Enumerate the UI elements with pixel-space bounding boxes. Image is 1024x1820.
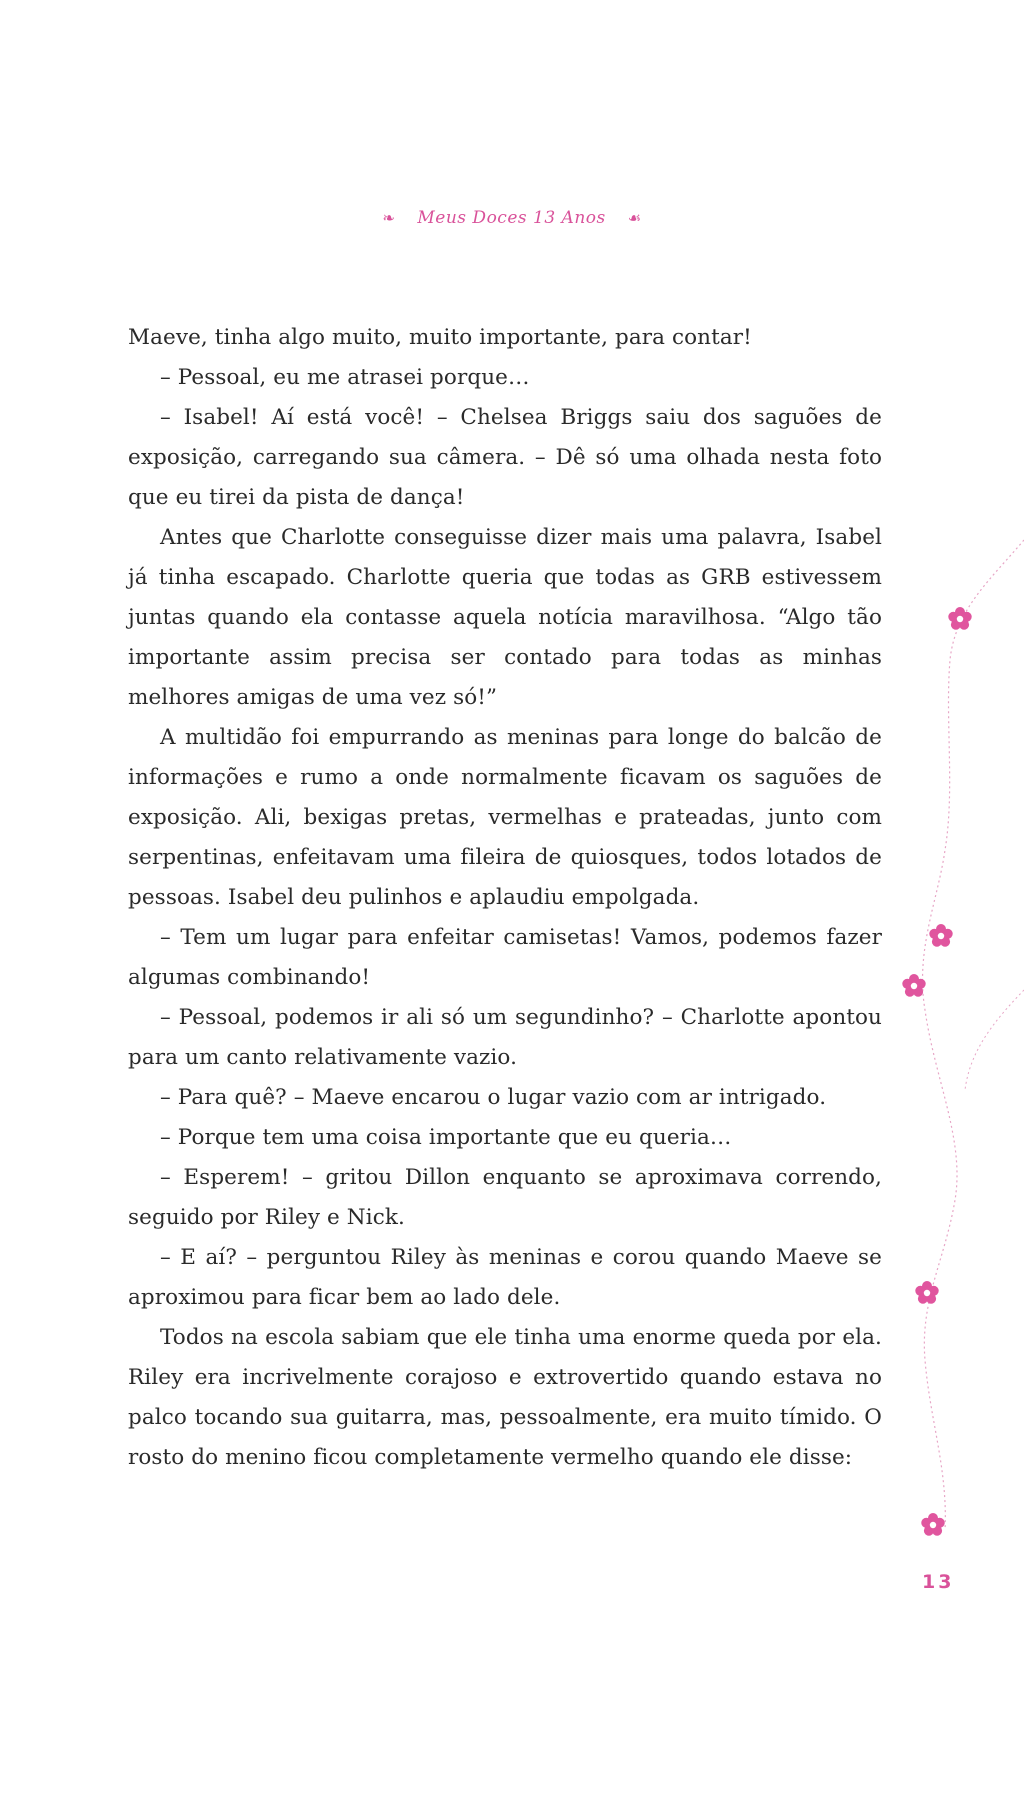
flower-icon [915,1281,938,1304]
paragraph: Maeve, tinha algo muito, muito importante, para contar! [128,325,752,350]
header-right-ornament-icon: ☙ [627,209,642,227]
paragraph: Antes que Charlotte conseguisse dizer mais uma palavra, Isabel já tinha escapado. Charlotte queria que todas as GRB estivessem juntas quando ela contasse aquela notícia maravilhosa. “Algo tão importante assim precisa ser contado para todas as minhas melhores amigas de uma vez só!” [128,525,882,710]
paragraph: – Pessoal, podemos ir ali só um segundinho? – Charlotte apontou para um canto relativamente vazio. [128,1005,882,1070]
flower-icon [902,974,925,997]
header-left-ornament-icon: ❧ [382,209,396,227]
paragraph: – Pessoal, eu me atrasei porque… [160,365,530,390]
flower-icon [921,1513,944,1536]
paragraph: – Esperem! – gritou Dillon enquanto se aproximava correndo, seguido por Riley e Nick. [128,1165,882,1230]
flower-icon [929,924,952,947]
paragraph: – Isabel! Aí está você! – Chelsea Briggs saiu dos saguões de exposição, carregando sua câmera. – Dê só uma olhada nesta foto que eu tirei da pista de dança! [128,405,882,510]
flower-icon [948,607,971,630]
paragraph: Todos na escola sabiam que ele tinha uma enorme queda por ela. Riley era incrivelmente corajoso e extrovertido quando estava no palco tocando sua guitarra, mas, pessoalmente, era muito tímido. O rosto do menino ficou completamente vermelho quando ele disse: [128,1325,882,1470]
paragraph: – Porque tem uma coisa importante que eu queria… [160,1125,732,1150]
paragraph: A multidão foi empurrando as meninas para longe do balcão de informações e rumo a onde normalmente ficavam os saguões de exposição. Ali, bexigas pretas, vermelhas e prateadas, junto com serpentinas, enfeitavam uma fileira de quiosques, todos lotados de pessoas. Isabel deu pulinhos e aplaudiu empolgada. [128,725,882,910]
header-title: Meus Doces 13 Anos [417,208,606,228]
paragraph: – Para quê? – Maeve encarou o lugar vazio com ar intrigado. [160,1085,827,1110]
page-number: 13 [922,1571,955,1593]
paragraph: – Tem um lugar para enfeitar camisetas! Vamos, podemos fazer algumas combinando! [128,925,882,990]
vine-line [923,540,1024,1530]
paragraph: – E aí? – perguntou Riley às meninas e corou quando Maeve se aproximou para ficar bem ao lado dele. [128,1245,882,1310]
